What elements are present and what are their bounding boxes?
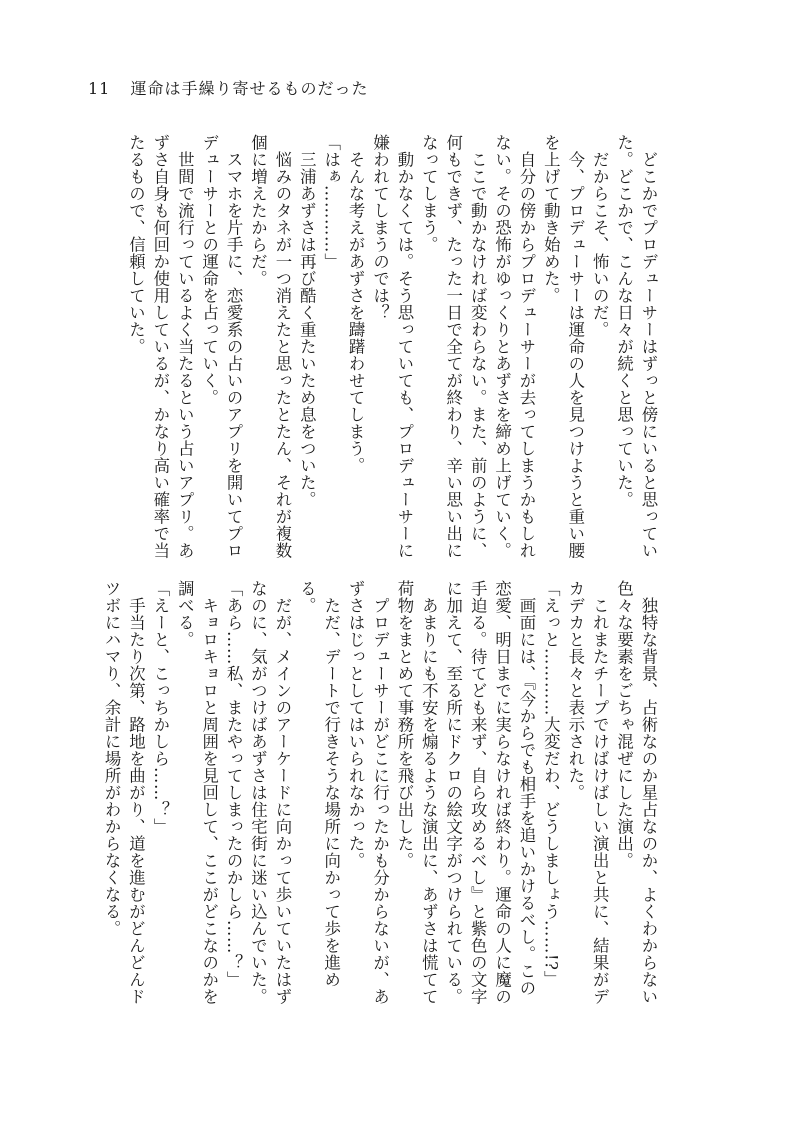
paragraph: 手当たり次第、路地を曲がり、道を進むがどんどんドツボにハマり、余計に場所がわからなくなる。 [102,580,146,1005]
paragraph: 独特な背景、占術なのか星占なのか、よくわからない色々な要素をごちゃ混ぜにした演出。 [614,580,658,1005]
running-header [88,76,368,99]
dialogue-line: 「あら……私、またやってしまったのかしら……？」 [224,580,244,988]
paragraph: ただ、デートで行きそうな場所に向かって歩を進める。 [297,580,341,988]
chapter-title: 運命は手繰り寄せるものだった [130,79,369,98]
paragraph: これまたチープでけばけばしい演出と共に、結果がデカデカと長々と表示された。 [565,580,610,1005]
paragraph: 今、プロデューサーは運命の人を見つけようと重い腰を上げて動き始めた。 [541,134,585,559]
dialogue-line: 「えっと…………大変だわ、どうしましょう……!?」 [541,580,561,988]
dialogue-line: 「えーと、こっちかしら……？」 [150,580,170,835]
paragraph: そんな考えがあずさを躊躇わせてしまう。 [346,134,366,474]
lower-text-block [100,580,660,1005]
paragraph: どこかでプロデューサーはずっと傍にいると思っていた。どこかで、こんな日々が続くと思っていた。 [614,134,658,559]
paragraph: 悩みのタネが一つ消えたと思ったとたん、それが複数個に増えたからだ。 [248,134,292,559]
upper-text-block [100,134,660,559]
paragraph: プロデューサーがどこに行ったかも分からないが、あずさはじっとしてはいられなかった。 [346,580,390,1005]
paragraph: 自分の傍からプロデューサーが去ってしまうかもしれない。その恐怖がゆっくりとあずさを締め上げていく。 [492,134,536,559]
paragraph: だからこそ、怖いのだ。 [590,134,610,338]
paragraph: キョロキョロと周囲を見回して、ここがどこなのかを調べる。 [175,580,219,1005]
paragraph: 三浦あずさは再び酷く重たいため息をついた。 [297,134,317,508]
paragraph: 画面には、『今からでも相手を追いかけるべし。この恋愛、明日までに実らなければ終わり。運命の人に魔の手迫る。待てども来ず、自ら攻めるべし』と紫色の文字に加えて、至る所にドクロの絵文字がつけられている。 [443,580,536,1005]
paragraph: あまりにも不安を煽るような演出に、あずさは慌てて荷物をまとめて事務所を飛び出した。 [394,580,439,1005]
paragraph: 動かなくては。そう思っていても、プロデューサーに嫌われてしまうのでは？ [370,134,414,559]
dialogue-line: 「はぁ…………」 [321,134,341,270]
page-number: 11 [88,79,111,98]
paragraph: スマホを片手に、恋愛系の占いのアプリを開いてプロデューサーとの運命を占っていく。 [199,134,244,559]
paragraph: 世間で流行っているよく当たるという占いアプリ。あずさ自身も何回か使用しているが、かなり高い確率で当たるもので、信頼していた。 [126,134,195,559]
paragraph: だが、メインのアーケードに向かって歩いていたはずなのに、気がつけばあずさは住宅街に迷い込んでいた。 [248,580,292,1005]
paragraph: ここで動かなければ変わらない。また、前のように、何もできず、たった一日で全てが終わり、辛い思い出になってしまう。 [419,134,488,559]
